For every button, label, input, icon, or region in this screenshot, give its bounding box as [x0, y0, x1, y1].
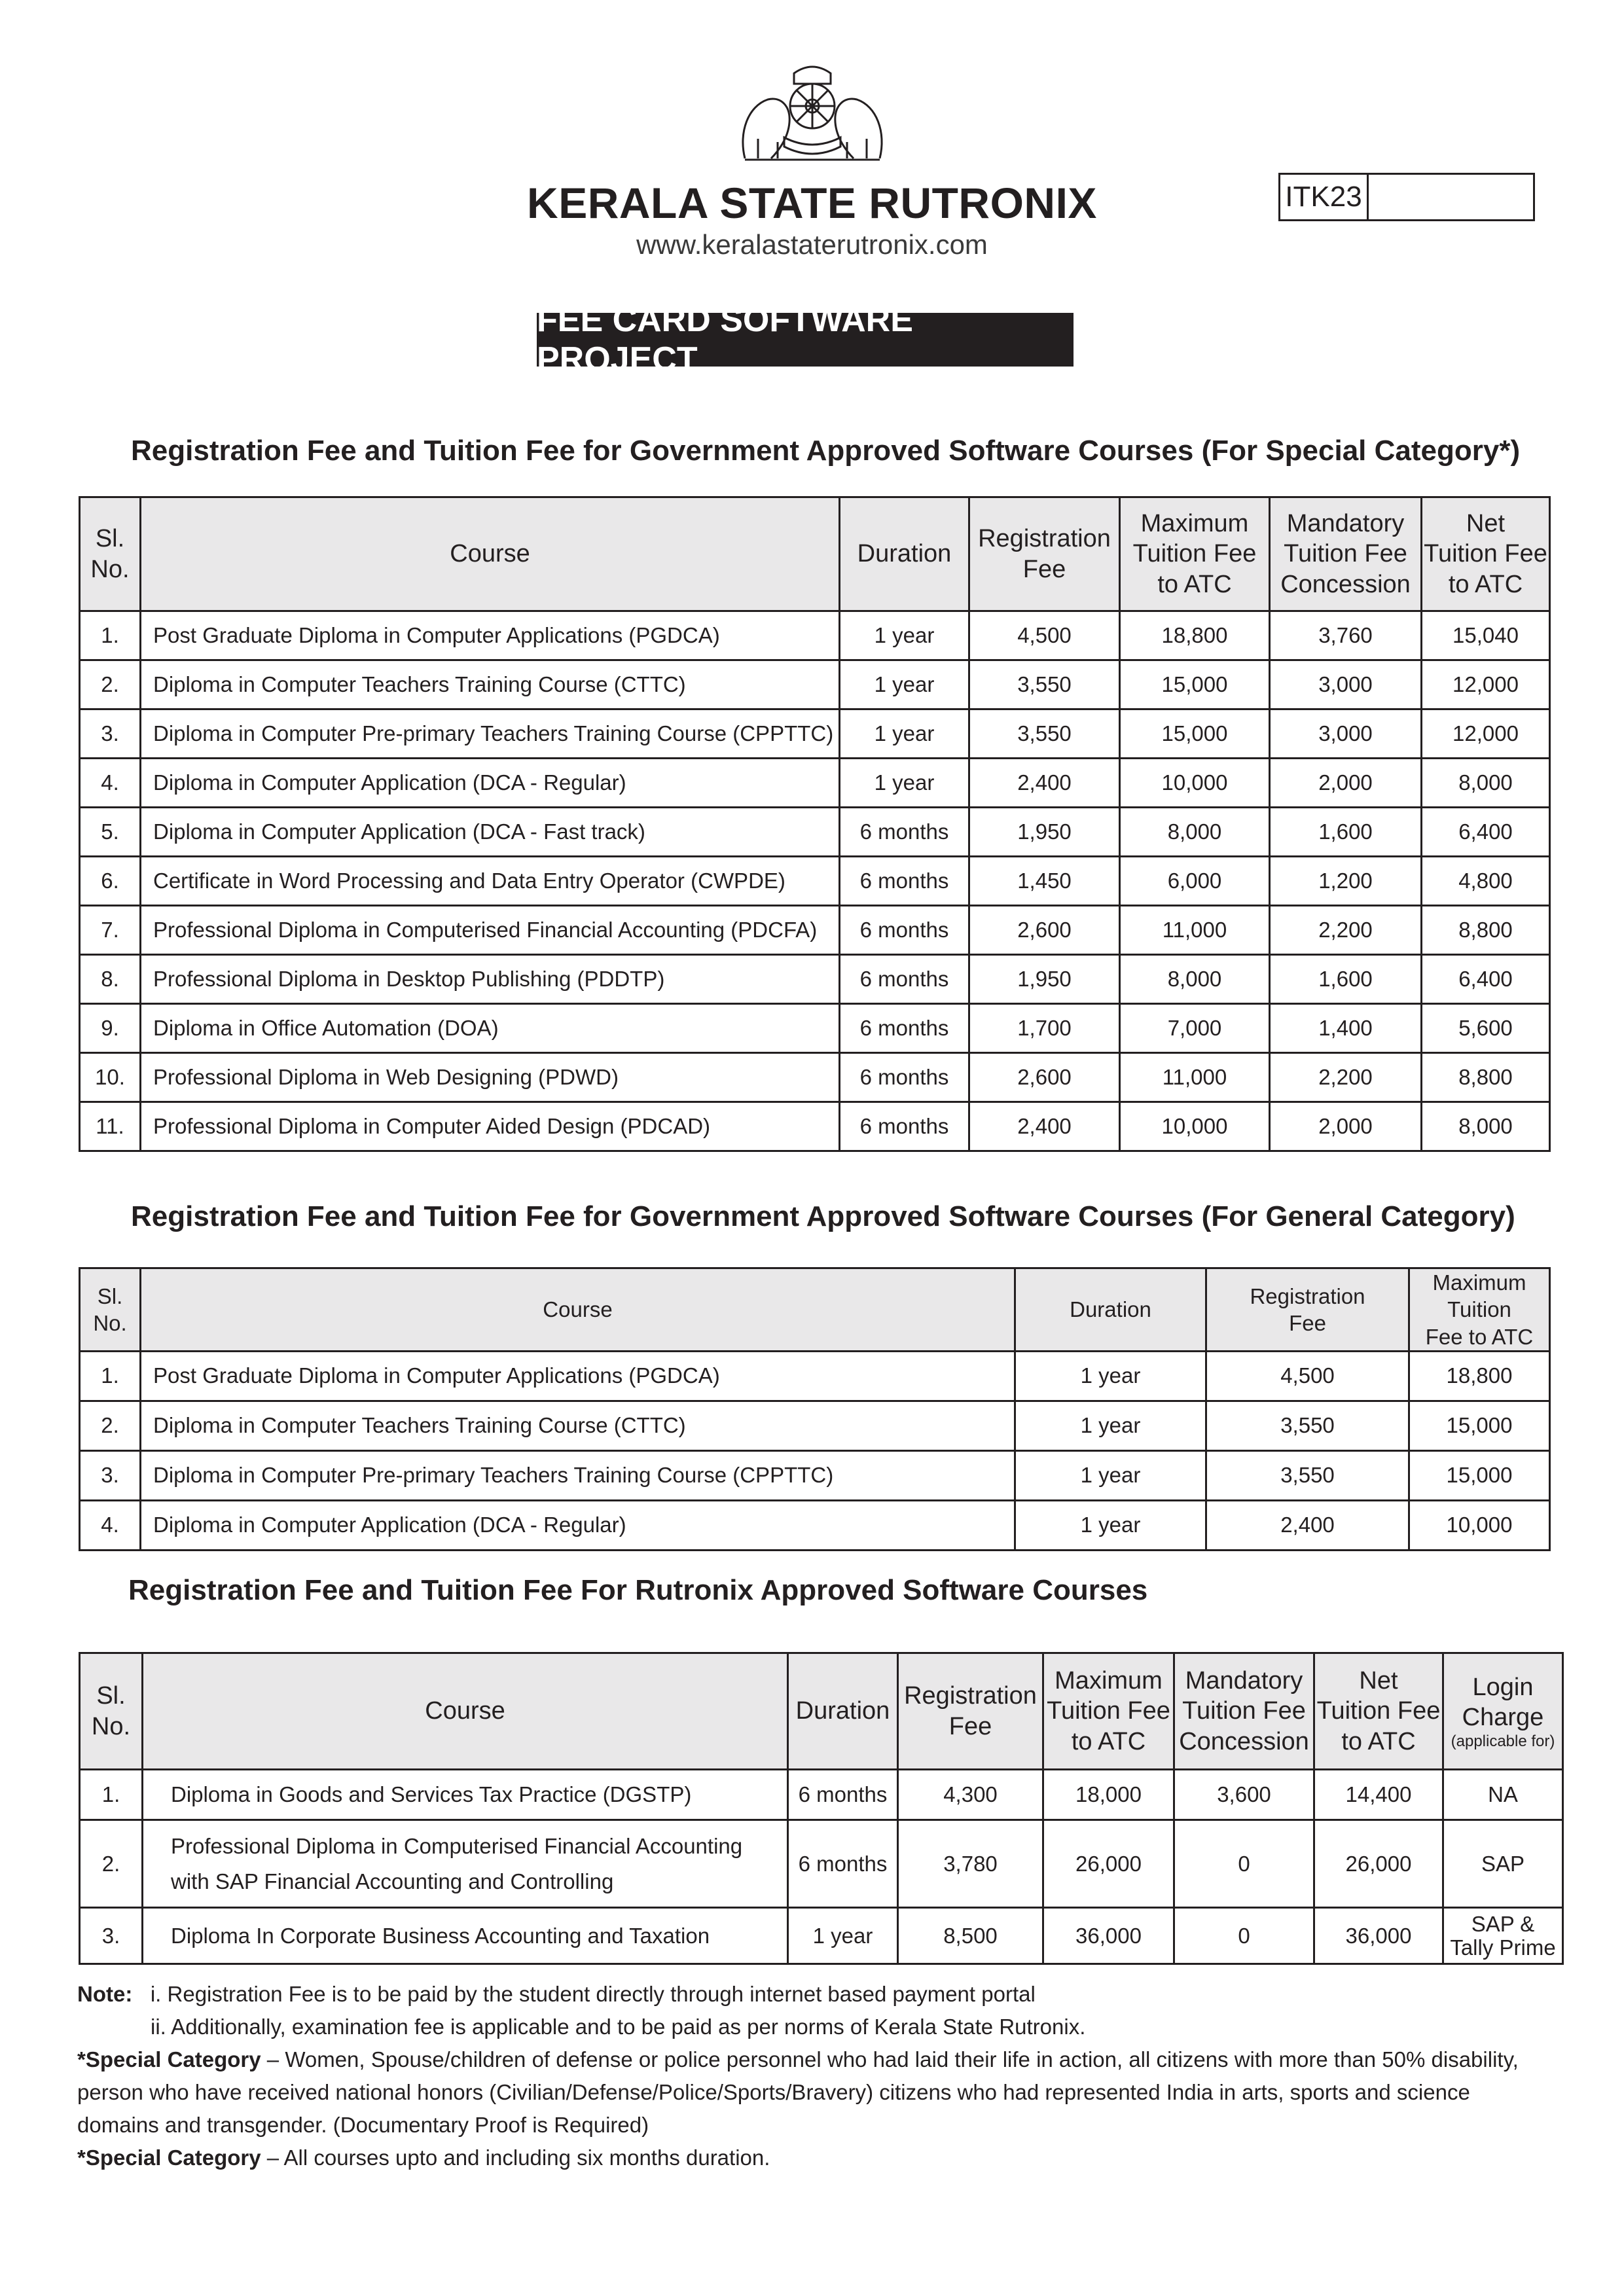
cell-sl: 3. — [80, 1450, 141, 1500]
cell-sl: 2. — [80, 1820, 143, 1908]
cell-course: Professional Diploma in Desktop Publishing (PDDTP) — [141, 955, 840, 1004]
header-duration: Duration — [1015, 1268, 1206, 1352]
section2-title: Registration Fee and Tuition Fee for Government Approved Software Courses (For General Category) — [131, 1200, 1515, 1232]
cell-duration: 6 months — [840, 857, 969, 906]
header-sl: Sl. No. — [80, 497, 141, 611]
cell-concession: 0 — [1174, 1820, 1314, 1908]
cell-registration-fee: 2,600 — [969, 906, 1120, 955]
table-row — [80, 808, 1550, 857]
cell-registration-fee: 3,780 — [898, 1820, 1043, 1908]
cell-registration-fee: 3,550 — [969, 660, 1120, 709]
cell-sl: 1. — [80, 1770, 143, 1820]
cell-concession: 2,200 — [1270, 1053, 1422, 1102]
cell-max-tuition-fee: 10,000 — [1120, 1102, 1270, 1151]
header-sl: Sl. No. — [80, 1653, 143, 1770]
table-row — [80, 611, 1550, 660]
cell-course: Professional Diploma in Web Designing (PDWD) — [141, 1053, 840, 1102]
cell-registration-fee: 4,300 — [898, 1770, 1043, 1820]
cell-duration: 6 months — [788, 1820, 898, 1908]
cell-concession: 1,200 — [1270, 857, 1422, 906]
cell-concession: 2,000 — [1270, 759, 1422, 808]
cell-max-tuition-fee: 11,000 — [1120, 906, 1270, 955]
table-row — [80, 1351, 1550, 1401]
header-max-tuition-fee: Maximum Tuition Fee to ATC — [1409, 1268, 1550, 1352]
cell-course: Diploma in Computer Application (DCA - Regular) — [141, 759, 840, 808]
form-code-label: ITK23 — [1280, 175, 1369, 219]
cell-sl: 3. — [80, 1908, 143, 1964]
cell-sl: 2. — [80, 1401, 141, 1450]
header-net-tuition-fee: Net Tuition Fee to ATC — [1314, 1653, 1443, 1770]
cell-sl: 5. — [80, 808, 141, 857]
cell-net-tuition-fee: 8,000 — [1422, 759, 1550, 808]
form-code-value — [1369, 175, 1533, 219]
cell-duration: 1 year — [1015, 1351, 1206, 1401]
org-name: KERALA STATE RUTRONIX — [527, 179, 1097, 227]
kerala-emblem-icon — [732, 60, 893, 166]
cell-login-charge: NA — [1443, 1770, 1563, 1820]
cell-registration-fee: 3,550 — [1206, 1401, 1409, 1450]
cell-max-tuition-fee: 15,000 — [1409, 1401, 1550, 1450]
cell-course: Post Graduate Diploma in Computer Applications (PGDCA) — [141, 1351, 1015, 1401]
cell-login-charge: SAP — [1443, 1820, 1563, 1908]
cell-net-tuition-fee: 8,800 — [1422, 1053, 1550, 1102]
cell-max-tuition-fee: 18,800 — [1409, 1351, 1550, 1401]
header-registration-fee: Registration Fee — [1206, 1268, 1409, 1352]
cell-concession: 3,000 — [1270, 709, 1422, 759]
table-row — [80, 1500, 1550, 1550]
cell-net-tuition-fee: 6,400 — [1422, 955, 1550, 1004]
cell-duration: 6 months — [840, 1004, 969, 1053]
cell-registration-fee: 1,950 — [969, 955, 1120, 1004]
cell-course: Diploma in Office Automation (DOA) — [141, 1004, 840, 1053]
table-row — [80, 1053, 1550, 1102]
cell-max-tuition-fee: 10,000 — [1120, 759, 1270, 808]
cell-max-tuition-fee: 18,800 — [1120, 611, 1270, 660]
cell-sl: 4. — [80, 759, 141, 808]
cell-registration-fee: 2,600 — [969, 1053, 1120, 1102]
cell-duration: 6 months — [840, 808, 969, 857]
cell-concession: 3,600 — [1174, 1770, 1314, 1820]
header-concession: Mandatory Tuition Fee Concession — [1174, 1653, 1314, 1770]
cell-registration-fee: 3,550 — [969, 709, 1120, 759]
table-row — [80, 955, 1550, 1004]
notes-block — [77, 1978, 1557, 2174]
header-duration: Duration — [840, 497, 969, 611]
general-category-table — [79, 1267, 1551, 1551]
cell-duration: 1 year — [1015, 1450, 1206, 1500]
cell-sl: 7. — [80, 906, 141, 955]
cell-registration-fee: 1,700 — [969, 1004, 1120, 1053]
header-concession: Mandatory Tuition Fee Concession — [1270, 497, 1422, 611]
cell-course: Diploma in Computer Pre-primary Teachers Training Course (CPPTTC) — [141, 709, 840, 759]
cell-max-tuition-fee: 26,000 — [1043, 1820, 1174, 1908]
cell-net-tuition-fee: 15,040 — [1422, 611, 1550, 660]
cell-max-tuition-fee: 18,000 — [1043, 1770, 1174, 1820]
header-login-charge: Login Charge (applicable for) — [1443, 1653, 1563, 1770]
header-course: Course — [141, 497, 840, 611]
cell-duration: 1 year — [1015, 1500, 1206, 1550]
cell-net-tuition-fee: 4,800 — [1422, 857, 1550, 906]
cell-concession: 3,000 — [1270, 660, 1422, 709]
cell-sl: 9. — [80, 1004, 141, 1053]
cell-concession: 1,400 — [1270, 1004, 1422, 1053]
table-row — [80, 660, 1550, 709]
cell-course: Post Graduate Diploma in Computer Applications (PGDCA) — [141, 611, 840, 660]
cell-course: Diploma in Computer Teachers Training Course (CTTC) — [141, 660, 840, 709]
table-row — [80, 709, 1550, 759]
cell-course: Diploma in Computer Application (DCA - Fast track) — [141, 808, 840, 857]
table-body — [80, 1770, 1563, 1964]
cell-net-tuition-fee: 26,000 — [1314, 1820, 1443, 1908]
cell-sl: 11. — [80, 1102, 141, 1151]
table-row — [80, 857, 1550, 906]
cell-duration: 6 months — [788, 1770, 898, 1820]
cell-duration: 1 year — [840, 660, 969, 709]
cell-max-tuition-fee: 8,000 — [1120, 955, 1270, 1004]
cell-registration-fee: 4,500 — [1206, 1351, 1409, 1401]
cell-sl: 1. — [80, 611, 141, 660]
cell-duration: 1 year — [840, 611, 969, 660]
note-line-1 — [77, 1978, 1557, 2011]
cell-course: Diploma in Goods and Services Tax Practice (DGSTP) — [143, 1770, 788, 1820]
cell-registration-fee: 1,950 — [969, 808, 1120, 857]
document-banner: FEE CARD SOFTWARE PROJECT — [537, 313, 1074, 367]
cell-registration-fee: 4,500 — [969, 611, 1120, 660]
cell-registration-fee: 3,550 — [1206, 1450, 1409, 1500]
section1-title: Registration Fee and Tuition Fee for Government Approved Software Courses (For Special Category*) — [131, 435, 1521, 467]
cell-duration: 1 year — [788, 1908, 898, 1964]
special-category-note-1: *Special Category – Women, Spouse/children of defense or police personnel who had laid their life in action, all citizens with more than 50% disability, person who have received national honors (Civilian/Defense/Police/Sports/Bravery) citizens who had represented India in arts, sports and science domains and transgender. (Documentary Proof is Required) — [77, 2047, 1519, 2137]
cell-course: Professional Diploma in Computerised Financial Accounting with SAP Financial Accounting and Controlling — [143, 1820, 788, 1908]
cell-concession: 0 — [1174, 1908, 1314, 1964]
table-row — [80, 1770, 1563, 1820]
cell-course: Diploma in Computer Application (DCA - Regular) — [141, 1500, 1015, 1550]
cell-duration: 1 year — [840, 759, 969, 808]
header-registration-fee: Registration Fee — [969, 497, 1120, 611]
cell-duration: 6 months — [840, 955, 969, 1004]
cell-max-tuition-fee: 7,000 — [1120, 1004, 1270, 1053]
cell-duration: 6 months — [840, 906, 969, 955]
section3-title: Registration Fee and Tuition Fee For Rutronix Approved Software Courses — [128, 1574, 1148, 1606]
table-row — [80, 1908, 1563, 1964]
cell-max-tuition-fee: 15,000 — [1120, 660, 1270, 709]
cell-registration-fee: 2,400 — [969, 1102, 1120, 1151]
table-body — [80, 1351, 1550, 1550]
cell-registration-fee: 2,400 — [969, 759, 1120, 808]
note-label: Note: — [77, 1982, 133, 2006]
cell-registration-fee: 8,500 — [898, 1908, 1043, 1964]
cell-registration-fee: 2,400 — [1206, 1500, 1409, 1550]
cell-course: Professional Diploma in Computer Aided Design (PDCAD) — [141, 1102, 840, 1151]
cell-max-tuition-fee: 11,000 — [1120, 1053, 1270, 1102]
cell-net-tuition-fee: 8,800 — [1422, 906, 1550, 955]
special-category-note-2: *Special Category – All courses upto and including six months duration. — [77, 2145, 770, 2170]
note-item-1: i. Registration Fee is to be paid by the student directly through internet based payment portal — [150, 1982, 1036, 2006]
cell-registration-fee: 1,450 — [969, 857, 1120, 906]
website-url: www.keralastaterutronix.com — [636, 229, 988, 260]
header-sl: Sl. No. — [80, 1268, 141, 1352]
table-row — [80, 1820, 1563, 1908]
cell-net-tuition-fee: 36,000 — [1314, 1908, 1443, 1964]
cell-sl: 1. — [80, 1351, 141, 1401]
cell-net-tuition-fee: 14,400 — [1314, 1770, 1443, 1820]
cell-sl: 3. — [80, 709, 141, 759]
table-row — [80, 1450, 1550, 1500]
cell-max-tuition-fee: 10,000 — [1409, 1500, 1550, 1550]
cell-course: Diploma In Corporate Business Accounting and Taxation — [143, 1908, 788, 1964]
cell-course: Certificate in Word Processing and Data Entry Operator (CWPDE) — [141, 857, 840, 906]
header-max-tuition-fee: Maximum Tuition Fee to ATC — [1043, 1653, 1174, 1770]
cell-sl: 8. — [80, 955, 141, 1004]
cell-concession: 2,200 — [1270, 906, 1422, 955]
cell-concession: 1,600 — [1270, 808, 1422, 857]
cell-max-tuition-fee: 15,000 — [1409, 1450, 1550, 1500]
table-header-row — [80, 1653, 1563, 1770]
header-max-tuition-fee: Maximum Tuition Fee to ATC — [1120, 497, 1270, 611]
note-item-2: ii. Additionally, examination fee is applicable and to be paid as per norms of Kerala State Rutronix. — [151, 2015, 1086, 2039]
header-course: Course — [143, 1653, 788, 1770]
cell-duration: 6 months — [840, 1053, 969, 1102]
table-header-row — [80, 497, 1550, 611]
cell-sl: 6. — [80, 857, 141, 906]
table-row — [80, 1102, 1550, 1151]
cell-max-tuition-fee: 15,000 — [1120, 709, 1270, 759]
table-row — [80, 1004, 1550, 1053]
cell-course: Diploma in Computer Teachers Training Course (CTTC) — [141, 1401, 1015, 1450]
cell-net-tuition-fee: 12,000 — [1422, 709, 1550, 759]
special-category-table — [79, 496, 1551, 1152]
cell-net-tuition-fee: 5,600 — [1422, 1004, 1550, 1053]
cell-login-charge: SAP & Tally Prime — [1443, 1908, 1563, 1964]
rutronix-courses-table — [79, 1652, 1564, 1965]
header-net-tuition-fee: Net Tuition Fee to ATC — [1422, 497, 1550, 611]
header-course: Course — [141, 1268, 1015, 1352]
cell-net-tuition-fee: 12,000 — [1422, 660, 1550, 709]
header-registration-fee: Registration Fee — [898, 1653, 1043, 1770]
table-row — [80, 1401, 1550, 1450]
cell-sl: 10. — [80, 1053, 141, 1102]
form-code-box — [1278, 173, 1535, 221]
cell-duration: 1 year — [1015, 1401, 1206, 1450]
cell-sl: 4. — [80, 1500, 141, 1550]
cell-duration: 1 year — [840, 709, 969, 759]
cell-concession: 1,600 — [1270, 955, 1422, 1004]
table-header-row — [80, 1268, 1550, 1352]
cell-net-tuition-fee: 6,400 — [1422, 808, 1550, 857]
cell-max-tuition-fee: 6,000 — [1120, 857, 1270, 906]
cell-max-tuition-fee: 8,000 — [1120, 808, 1270, 857]
cell-sl: 2. — [80, 660, 141, 709]
header-duration: Duration — [788, 1653, 898, 1770]
table-row — [80, 759, 1550, 808]
cell-course: Diploma in Computer Pre-primary Teachers Training Course (CPPTTC) — [141, 1450, 1015, 1500]
cell-max-tuition-fee: 36,000 — [1043, 1908, 1174, 1964]
cell-concession: 2,000 — [1270, 1102, 1422, 1151]
cell-course: Professional Diploma in Computerised Financial Accounting (PDCFA) — [141, 906, 840, 955]
table-row — [80, 906, 1550, 955]
cell-concession: 3,760 — [1270, 611, 1422, 660]
table-body — [80, 611, 1550, 1151]
cell-duration: 6 months — [840, 1102, 969, 1151]
cell-net-tuition-fee: 8,000 — [1422, 1102, 1550, 1151]
